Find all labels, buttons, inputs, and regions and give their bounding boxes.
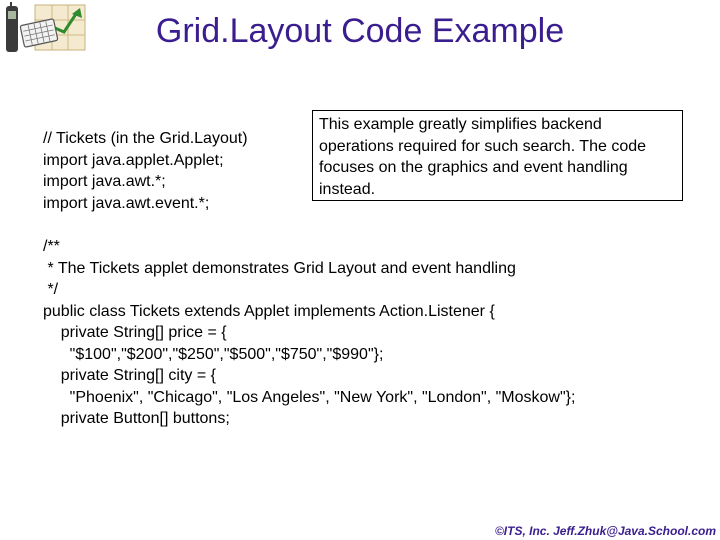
code-line: /**	[43, 238, 60, 255]
code-line: */	[43, 281, 59, 298]
slide-title: Grid.Layout Code Example	[155, 12, 565, 50]
class-code	[43, 236, 575, 430]
code-line: "$100","$200","$250","$500","$750","$990"};	[43, 345, 384, 363]
code-line: // Tickets (in the Grid.Layout)	[43, 130, 248, 147]
code-line: private String[] price = {	[43, 324, 227, 341]
code-line: import java.applet.Applet;	[43, 151, 224, 169]
code-line: "Phoenix", "Chicago", "Los Angeles", "New York", "London", "Moskow"};	[43, 388, 576, 406]
callout-box	[312, 110, 683, 201]
code-line: import java.awt.*;	[43, 173, 166, 190]
imports-code	[43, 128, 248, 214]
code-line: * The Tickets applet demonstrates Grid Layout and event handling	[43, 259, 516, 277]
code-line: import java.awt.event.*;	[43, 194, 210, 212]
code-line: private Button[] buttons;	[43, 410, 230, 427]
code-line: private String[] city = {	[43, 367, 216, 384]
code-line: public class Tickets extends Applet implements Action.Listener {	[43, 302, 495, 320]
callout-text: This example greatly simplifies backend operations required for such search. The code focuses on the graphics and event handling instead.	[319, 116, 647, 198]
footer-copyright: ©ITS, Inc. Jeff.Zhuk@Java.School.com	[494, 524, 716, 538]
